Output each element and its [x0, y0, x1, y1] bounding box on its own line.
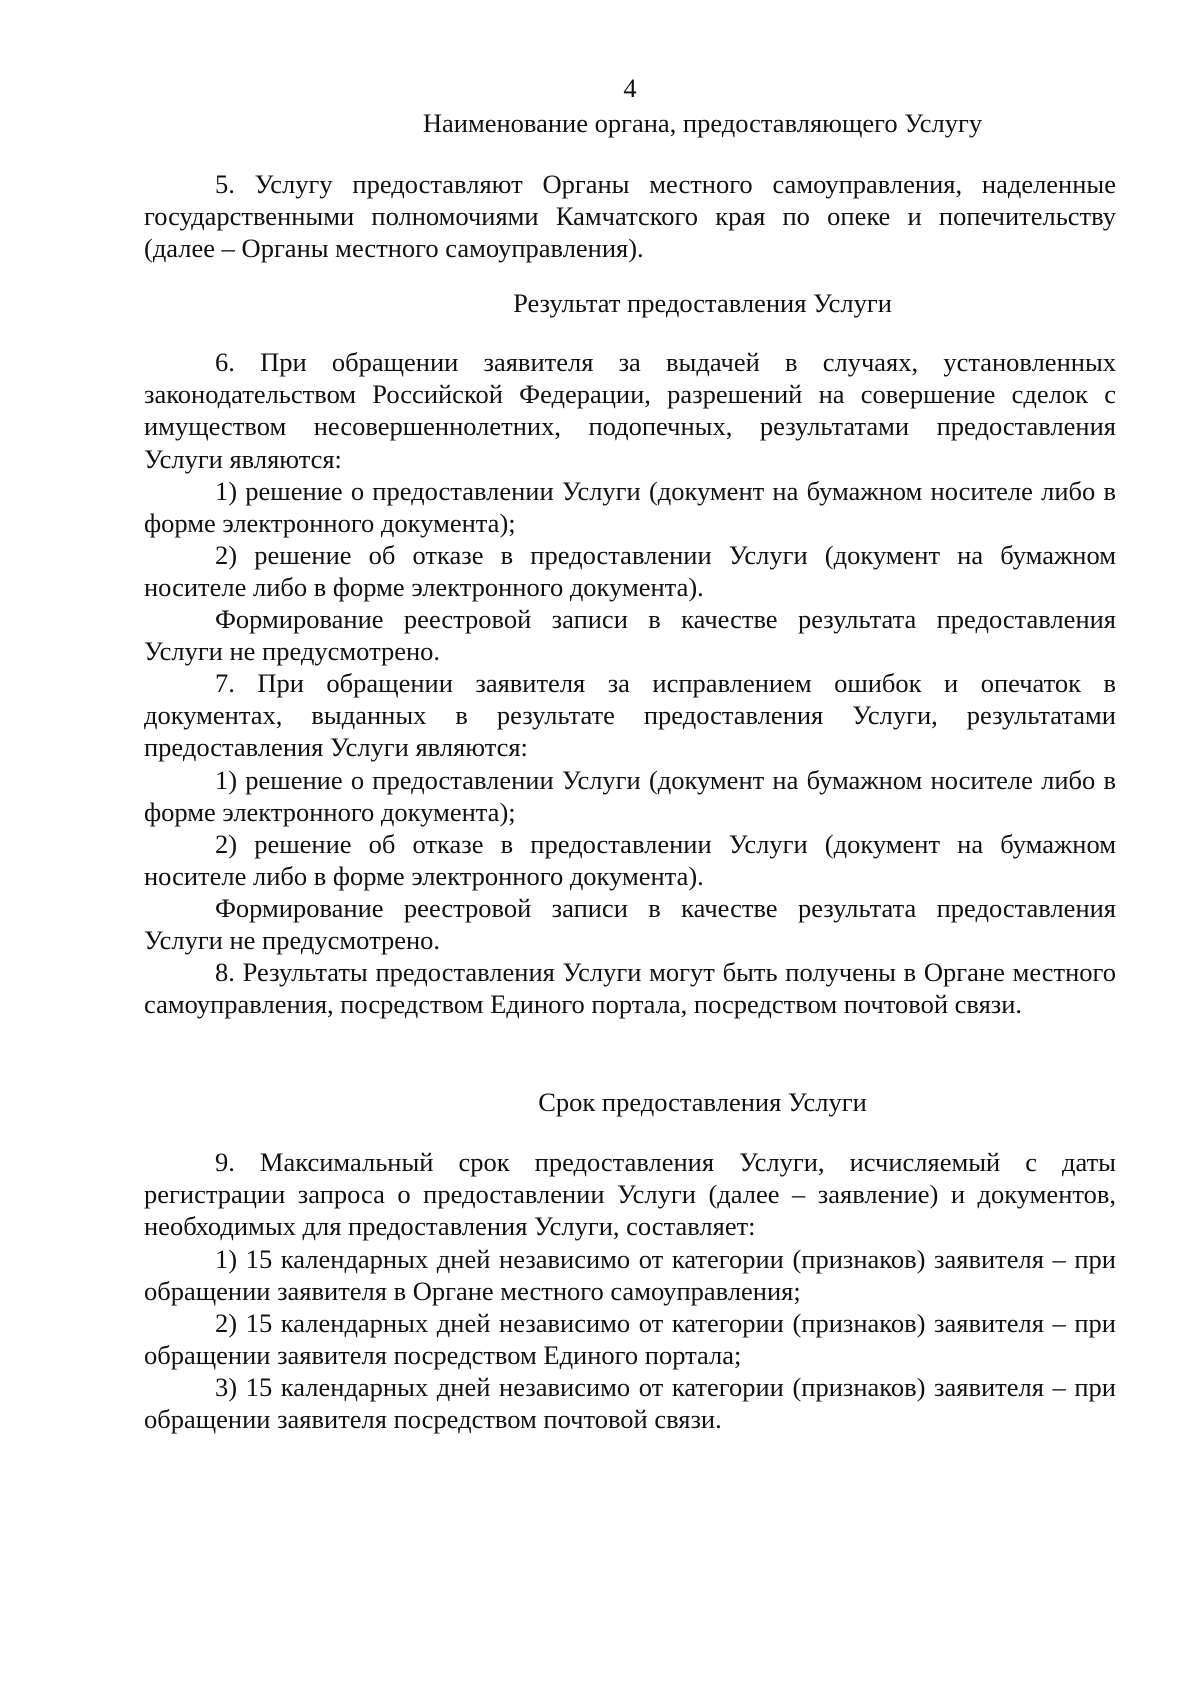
paragraph-6: 6. При обращении заявителя за выдачей в случаях, установленных законодательством Российской Федерации, разрешений на совершение сделок с имуществом несовершеннолетних, подопечных, результатами предоставления Услуги являются: [144, 347, 1116, 474]
page-number: 4 [623, 73, 637, 103]
heading-result: Результат предоставления Услуги [513, 288, 892, 318]
paragraph-7-item-2: 2) решение об отказе в предоставлении Услуги (документ на бумажном носителе либо в форме электронного документа). [144, 829, 1116, 892]
paragraph-7-registry-note: Формирование реестровой записи в качестве результата предоставления Услуги не предусмотрено. [144, 893, 1116, 956]
paragraph-6-registry-note: Формирование реестровой записи в качестве результата предоставления Услуги не предусмотрено. [144, 604, 1116, 667]
heading-authority: Наименование органа, предоставляющего Услугу [422, 108, 983, 138]
paragraph-6-item-2: 2) решение об отказе в предоставлении Услуги (документ на бумажном носителе либо в форме электронного документа). [144, 540, 1116, 603]
paragraph-7: 7. При обращении заявителя за исправлением ошибок и опечаток в документах, выданных в результате предоставления Услуги, результатами предоставления Услуги являются: [144, 668, 1116, 763]
heading-term: Срок предоставления Услуги [538, 1087, 867, 1117]
paragraph-6-item-1: 1) решение о предоставлении Услуги (документ на бумажном носителе либо в форме электронного документа); [144, 476, 1116, 539]
paragraph-8: 8. Результаты предоставления Услуги могут быть получены в Органе местного самоуправления, посредством Единого портала, посредством почтовой связи. [144, 957, 1116, 1020]
paragraph-9-item-3: 3) 15 календарных дней независимо от категории (признаков) заявителя – при обращении заявителя посредством почтовой связи. [144, 1372, 1116, 1435]
paragraph-9-item-1: 1) 15 календарных дней независимо от категории (признаков) заявителя – при обращении заявителя в Органе местного самоуправления; [144, 1244, 1116, 1307]
paragraph-9-item-2: 2) 15 календарных дней независимо от категории (признаков) заявителя – при обращении заявителя посредством Единого портала; [144, 1308, 1116, 1371]
paragraph-9: 9. Максимальный срок предоставления Услуги, исчисляемый с даты регистрации запроса о предоставлении Услуги (далее – заявление) и документов, необходимых для предоставления Услуги, составляет: [144, 1147, 1116, 1242]
paragraph-5: 5. Услугу предоставляют Органы местного самоуправления, наделенные государственными полномочиями Камчатского края по опеке и попечительству (далее – Органы местного самоуправления). [144, 169, 1116, 264]
paragraph-7-item-1: 1) решение о предоставлении Услуги (документ на бумажном носителе либо в форме электронного документа); [144, 765, 1116, 828]
